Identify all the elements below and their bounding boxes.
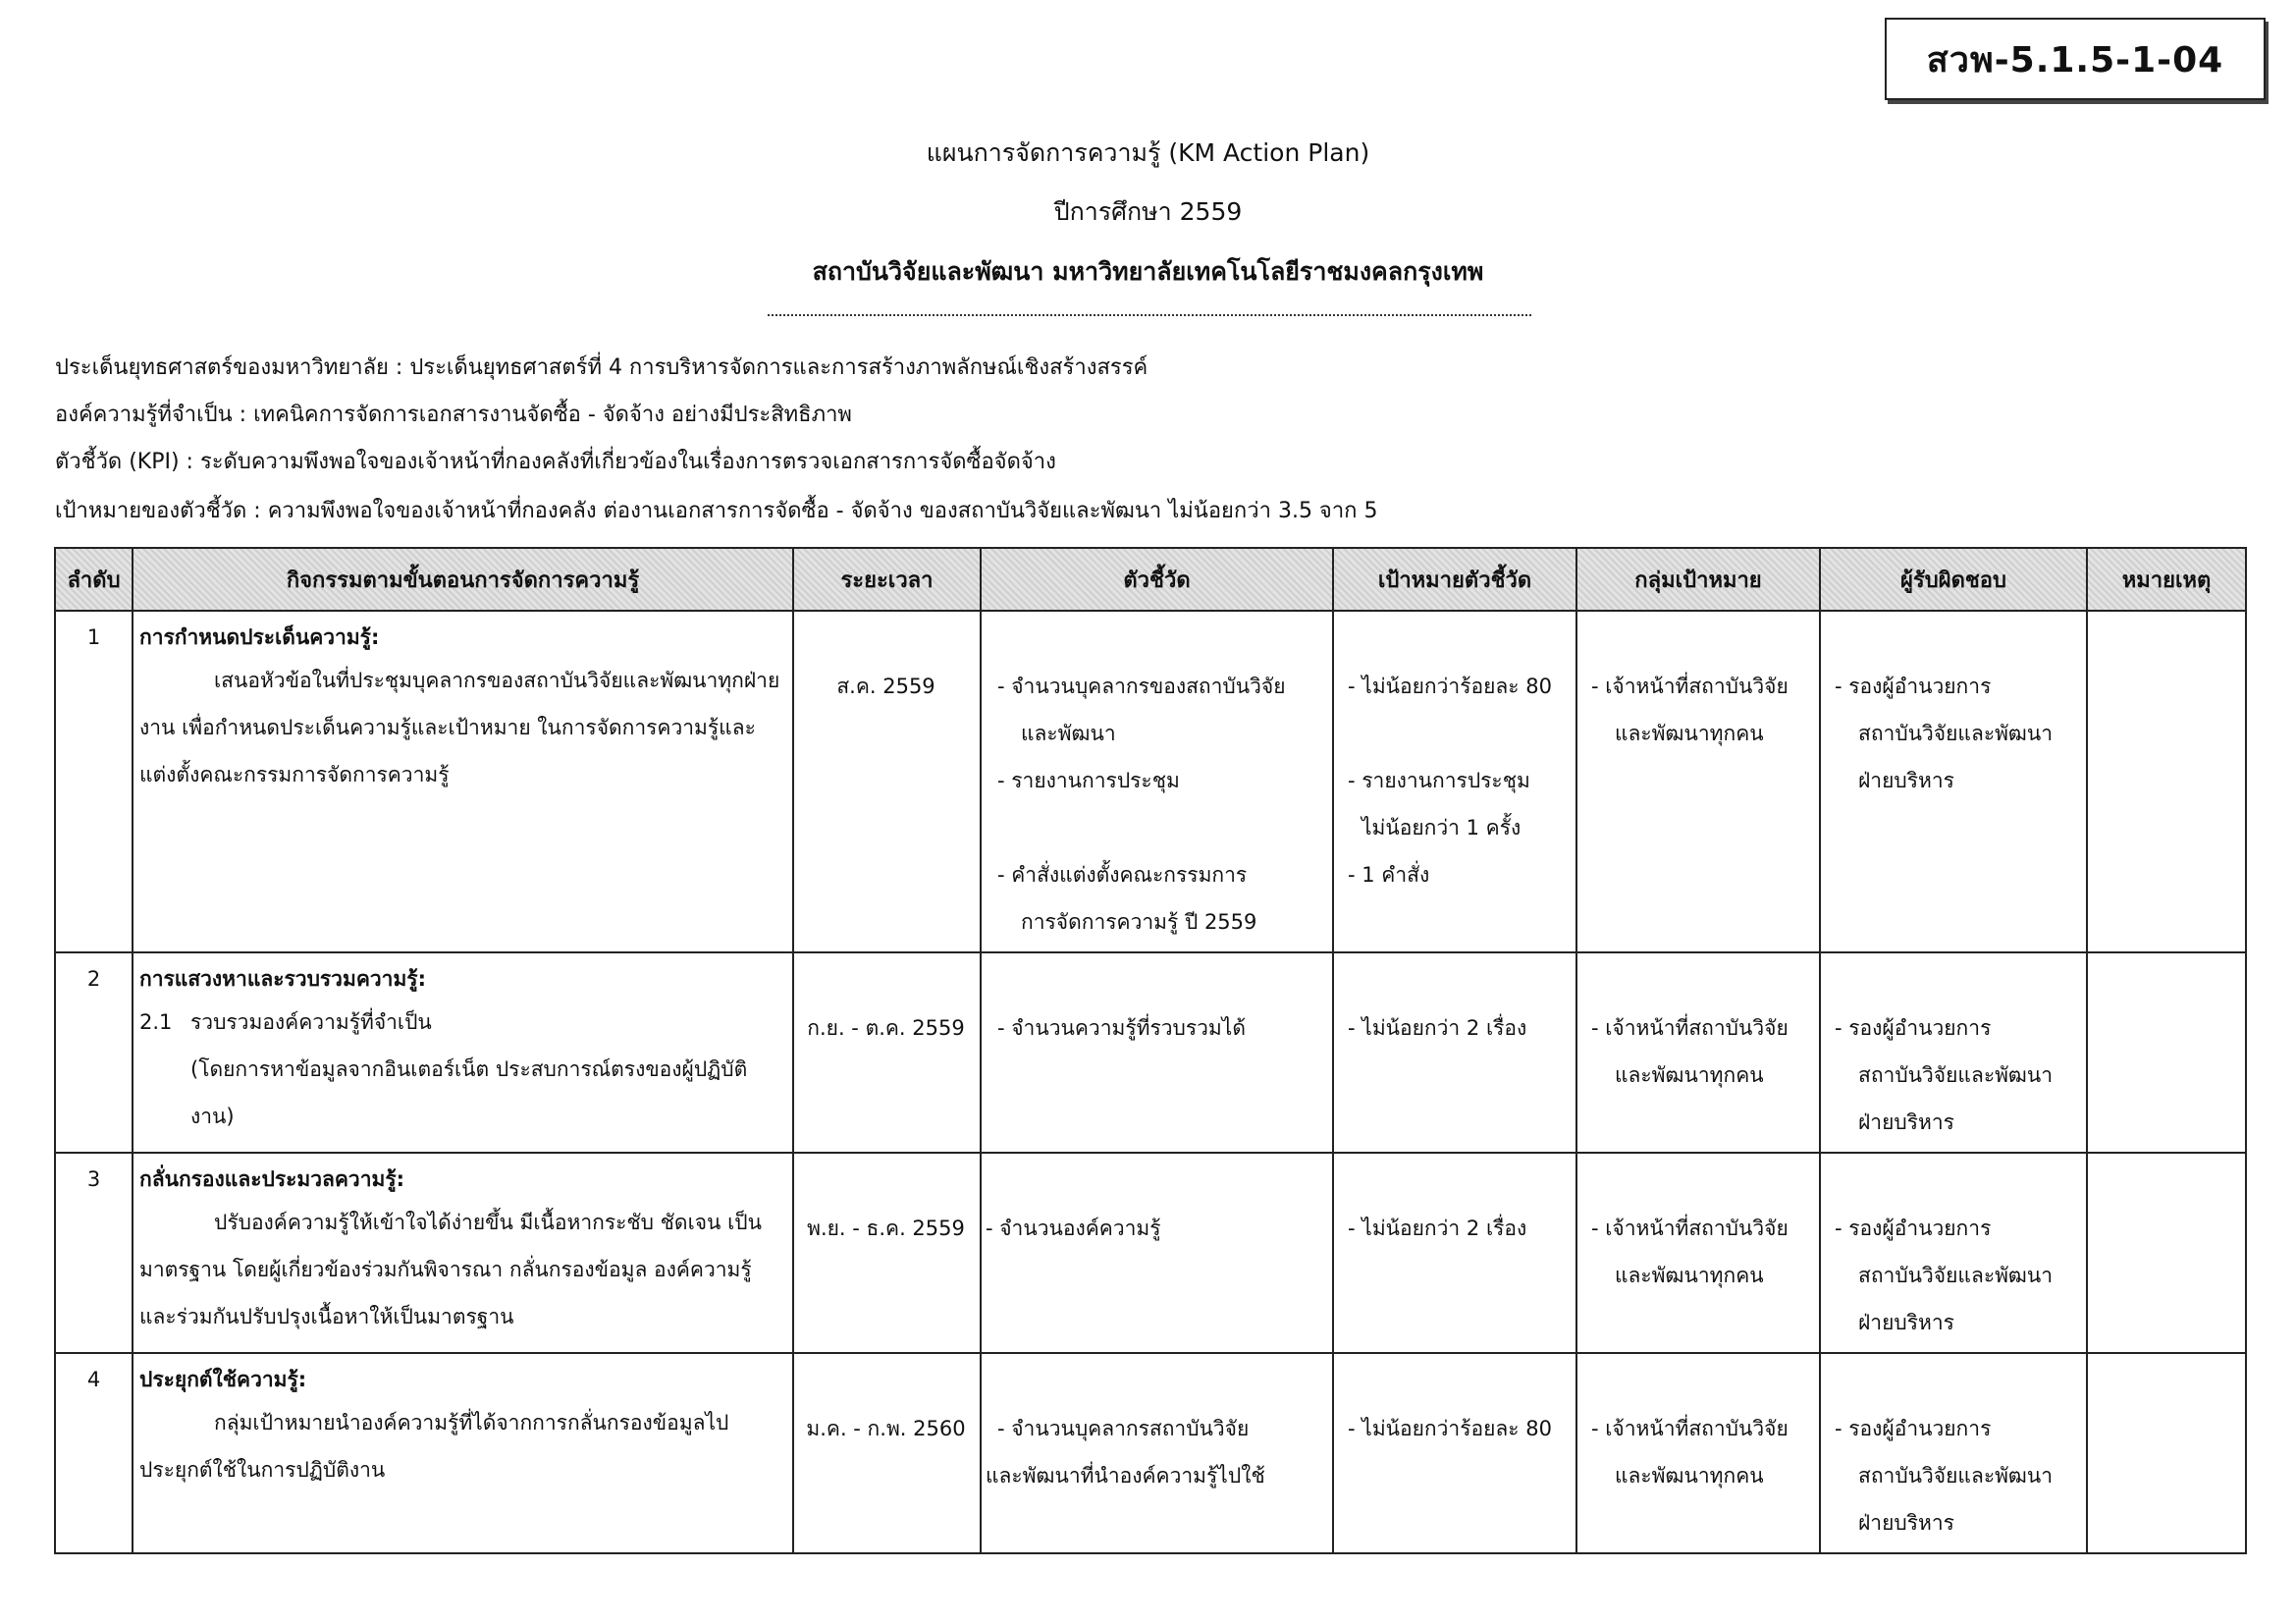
period-cell [793,1153,981,1353]
header-target: เป้าหมายตัวชี้วัด [1333,548,1576,611]
kpi-item: - จำนวนบุคลากรสถาบันวิจัย [997,1417,1250,1440]
responsible-item-cont: ฝ่ายบริหาร [1858,1511,1954,1535]
activity-title: ประยุกต์ใช้ความรู้: [139,1368,307,1391]
table-row [55,1353,2246,1553]
target-item: - ไม่น้อยกว่าร้อยละ 80 [1348,675,1552,698]
kpi-item: - จำนวนความรู้ที่รวบรวมได้ [997,1016,1246,1040]
responsible-item: - รองผู้อำนวยการ [1835,1217,1992,1240]
period: ก.ย. - ต.ค. 2559 [807,1016,965,1040]
kpi-item: - รายงานการประชุม [997,769,1180,792]
kpi-item-cont: การจัดการความรู้ ปี 2559 [1021,910,1257,934]
info-knowledge: องค์ความรู้ที่จำเป็น : เทคนิคการจัดการเอกสารงานจัดซื้อ - จัดจ้าง อย่างมีประสิทธิภาพ [55,403,852,427]
row-no: 3 [55,1153,133,1353]
responsible-item-cont: สถาบันวิจัยและพัฒนา [1858,722,2054,745]
document-code: สวพ-5.1.5-1-04 [1926,39,2224,81]
header-group: กลุ่มเป้าหมาย [1576,548,1820,611]
kpi-item: - จำนวนบุคลากรของสถาบันวิจัย [997,675,1286,698]
note-cell [2087,611,2246,952]
activity-cell [133,952,793,1153]
group-item-cont: และพัฒนาทุกคน [1615,722,1764,745]
responsible-cell [1820,1353,2087,1553]
responsible-item: - รองผู้อำนวยการ [1835,1417,1992,1440]
kpi-item: - จำนวนองค์ความรู้ [986,1217,1161,1240]
km-action-plan-table [54,547,2247,1554]
group-cell [1576,952,1820,1153]
period: ม.ค. - ก.พ. 2560 [806,1417,966,1440]
group-cell [1576,611,1820,952]
period: พ.ย. - ธ.ค. 2559 [807,1217,965,1240]
title-divider [768,314,1531,316]
group-cell [1576,1153,1820,1353]
activity-cell [133,1353,793,1553]
period-cell [793,611,981,952]
title-institute: สถาบันวิจัยและพัฒนา มหาวิทยาลัยเทคโนโลยีราชมงคลกรุงเทพ [812,257,1484,286]
responsible-cell [1820,952,2087,1153]
table-row [55,1153,2246,1353]
responsible-cell [1820,1153,2087,1353]
responsible-item-cont: ฝ่ายบริหาร [1858,1311,1954,1334]
header-activity: กิจกรรมตามขั้นตอนการจัดการความรู้ [133,548,793,611]
table-row [55,611,2246,952]
kpi-cell [981,1353,1333,1553]
activity-title: กลั่นกรองและประมวลความรู้: [139,1167,405,1191]
header-kpi: ตัวชี้วัด [981,548,1333,611]
group-item: - เจ้าหน้าที่สถาบันวิจัย [1591,1016,1789,1040]
group-item-cont: และพัฒนาทุกคน [1615,1464,1764,1488]
sub-activity-text: รวบรวมองค์ความรู้ที่จำเป็น [190,1010,432,1034]
header-period: ระยะเวลา [793,548,981,611]
target-cell [1333,952,1576,1153]
header-responsible: ผู้รับผิดชอบ [1820,548,2087,611]
kpi-item: - คำสั่งแต่งตั้งคณะกรรมการ [997,863,1248,887]
responsible-item-cont: สถาบันวิจัยและพัฒนา [1858,1063,2054,1087]
activity-cell [133,1153,793,1353]
table-header-row [55,548,2246,611]
target-item: - ไม่น้อยกว่า 2 เรื่อง [1348,1217,1527,1240]
note-cell [2087,1353,2246,1553]
group-item: - เจ้าหน้าที่สถาบันวิจัย [1591,675,1789,698]
table-row [55,952,2246,1153]
sub-activity-no: 2.1 [139,1010,173,1034]
responsible-item: - รองผู้อำนวยการ [1835,675,1992,698]
target-item: - 1 คำสั่ง [1348,863,1430,887]
target-cell [1333,611,1576,952]
target-item: - ไม่น้อยกว่าร้อยละ 80 [1348,1417,1552,1440]
period: ส.ค. 2559 [836,675,935,698]
period-cell [793,952,981,1153]
target-cell [1333,1353,1576,1553]
activity-cell [133,611,793,952]
title-plan: แผนการจัดการความรู้ (KM Action Plan) [926,138,1370,167]
group-cell [1576,1353,1820,1553]
target-cell [1333,1153,1576,1353]
info-strategy: ประเด็นยุทธศาสตร์ของมหาวิทยาลัย : ประเด็นยุทธศาสตร์ที่ 4 การบริหารจัดการและการสร้างภาพลักษณ์เชิงสร้างสรรค์ [55,355,1148,380]
target-item: - ไม่น้อยกว่า 2 เรื่อง [1348,1016,1527,1040]
kpi-cell [981,952,1333,1153]
kpi-cell [981,611,1333,952]
kpi-cell [981,1153,1333,1353]
note-cell [2087,1153,2246,1353]
header-no: ลำดับ [55,548,133,611]
header-note: หมายเหตุ [2087,548,2246,611]
activity-title: การแสวงหาและรวบรวมความรู้: [139,967,426,991]
responsible-item-cont: ฝ่ายบริหาร [1858,1110,1954,1134]
activity-desc: เสนอหัวข้อในที่ประชุมบุคลากรของสถาบันวิจัยและพัฒนาทุกฝ่ายงาน เพื่อกำหนดประเด็นความรู้และเป้าหมาย ในการจัดการความรู้และแต่งตั้งคณะกรรมการจัดการความรู้ [139,669,780,786]
note-cell [2087,952,2246,1153]
activity-title: การกำหนดประเด็นความรู้: [139,625,380,649]
row-no: 2 [55,952,133,1153]
row-no: 1 [55,611,133,952]
document-code-box [1885,18,2266,100]
activity-desc: กลุ่มเป้าหมายนำองค์ความรู้ที่ได้จากการกลั่นกรองข้อมูลไปประยุกต์ใช้ในการปฏิบัติงาน [139,1411,729,1482]
activity-desc: ปรับองค์ความรู้ให้เข้าใจได้ง่ายขึ้น มีเนื้อหากระชับ ชัดเจน เป็นมาตรฐาน โดยผู้เกี่ยวข้องร่วมกันพิจารณา กลั่นกรองข้อมูล องค์ความรู้และร่วมกันปรับปรุงเนื้อหาให้เป็นมาตรฐาน [139,1211,762,1328]
responsible-item-cont: ฝ่ายบริหาร [1858,769,1954,792]
info-target: เป้าหมายของตัวชี้วัด : ความพึงพอใจของเจ้าหน้าที่กองคลัง ต่องานเอกสารการจัดซื้อ - จัดจ้าง ของสถาบันวิจัยและพัฒนา ไม่น้อยกว่า 3.5 จาก 5 [55,499,1378,523]
title-academic-year: ปีการศึกษา 2559 [1053,197,1243,226]
target-item: - รายงานการประชุม [1348,769,1530,792]
responsible-item-cont: สถาบันวิจัยและพัฒนา [1858,1264,2054,1287]
kpi-item-cont: และพัฒนา [1021,722,1116,745]
period-cell [793,1353,981,1553]
info-kpi: ตัวชี้วัด (KPI) : ระดับความพึงพอใจของเจ้าหน้าที่กองคลังที่เกี่ยวข้องในเรื่องการตรวจเอกสารการจัดซื้อจัดจ้าง [55,450,1056,474]
group-item-cont: และพัฒนาทุกคน [1615,1063,1764,1087]
target-item-cont: ไม่น้อยกว่า 1 ครั้ง [1362,816,1522,839]
kpi-item-cont: และพัฒนาที่นำองค์ความรู้ไปใช้ [986,1464,1265,1488]
responsible-item-cont: สถาบันวิจัยและพัฒนา [1858,1464,2054,1488]
group-item-cont: และพัฒนาทุกคน [1615,1264,1764,1287]
responsible-cell [1820,611,2087,952]
group-item: - เจ้าหน้าที่สถาบันวิจัย [1591,1417,1789,1440]
group-item: - เจ้าหน้าที่สถาบันวิจัย [1591,1217,1789,1240]
sub-activity-cont: (โดยการหาข้อมูลจากอินเตอร์เน็ต ประสบการณ์ตรงของผู้ปฏิบัติงาน) [190,1057,748,1128]
responsible-item: - รองผู้อำนวยการ [1835,1016,1992,1040]
row-no: 4 [55,1353,133,1553]
